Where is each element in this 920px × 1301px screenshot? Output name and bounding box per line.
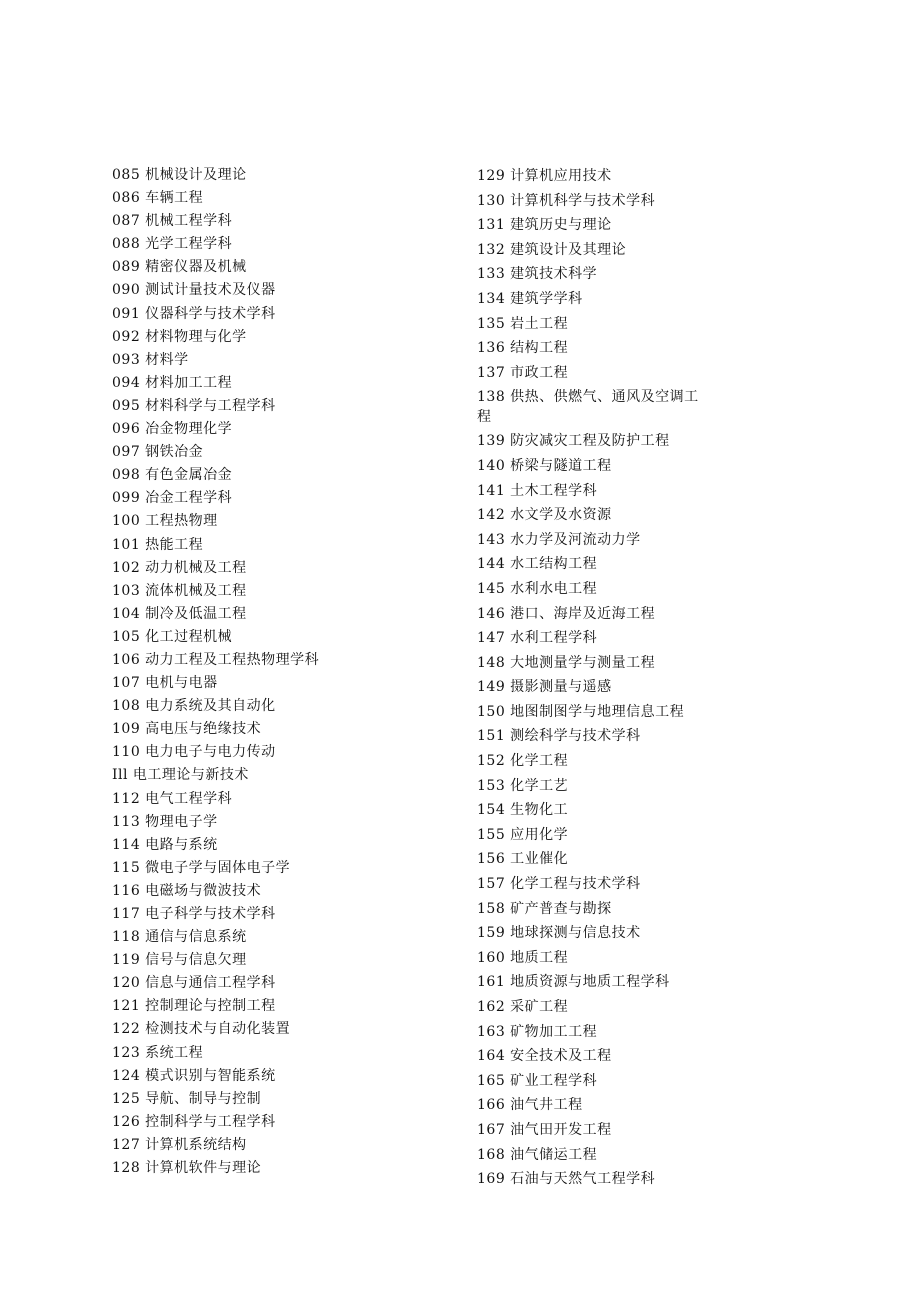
discipline-entry: 169 石油与天然气工程学科 [477,1171,656,1188]
discipline-entry: 163 矿物加工工程 [477,1023,598,1040]
discipline-entry: 153 化学工艺 [477,777,569,794]
discipline-entry: 116 电磁场与微波技术 [112,882,262,899]
discipline-entry: 118 通信与信息系统 [112,929,247,946]
right-discipline-list [477,164,707,1192]
discipline-entry: 114 电路与系统 [112,836,218,853]
discipline-entry: 141 土木工程学科 [477,482,598,499]
discipline-entry: 142 水文学及水资源 [477,507,612,524]
discipline-entry: 164 安全技术及工程 [477,1048,612,1065]
discipline-entry: 110 电力电子与电力传动 [112,744,276,761]
discipline-entry: 123 系统工程 [112,1044,204,1061]
discipline-entry: 138 供热、供燃气、通风及空调工程 [477,389,699,426]
discipline-entry: 117 电子科学与技术学科 [112,906,276,922]
discipline-entry: 087 机械工程学科 [112,213,233,230]
discipline-entry: 124 模式识别与智能系统 [112,1067,276,1084]
discipline-entry: 151 测绘科学与技术学科 [477,728,641,745]
discipline-entry: 147 水利工程学科 [477,630,598,647]
discipline-entry: 105 化工过程机械 [112,628,233,645]
discipline-entry: 088 光学工程学科 [112,236,233,253]
discipline-entry: 167 油气田开发工程 [477,1121,612,1138]
discipline-entry: 152 化学工程 [477,753,569,770]
discipline-entry: 144 水工结构工程 [477,556,598,573]
discipline-entry: 125 导航、制导与控制 [112,1090,262,1107]
discipline-entry: 157 化学工程与技术学科 [477,876,641,893]
discipline-entry: 156 工业催化 [477,851,569,868]
discipline-entry: 150 地图制图学与地理信息工程 [477,703,685,720]
discipline-entry: 143 水力学及河流动力学 [477,531,641,548]
discipline-entry: 158 矿产普查与勘探 [477,900,612,917]
discipline-entry: 101 热能工程 [112,536,204,553]
discipline-entry: 095 材料科学与工程学科 [112,397,276,414]
discipline-entry: 140 桥梁与隧道工程 [477,457,612,474]
discipline-entry: 086 车辆工程 [112,190,204,207]
discipline-entry: 122 检测技术与自动化装置 [112,1021,291,1038]
discipline-entry: 089 精密仪器及机械 [112,259,247,276]
discipline-entry: 094 材料加工工程 [112,374,233,391]
discipline-entry: 155 应用化学 [477,826,569,843]
discipline-entry: 098 有色金属冶金 [112,467,233,484]
discipline-entry: 154 生物化工 [477,802,569,819]
discipline-entry: 149 摄影测量与遥感 [477,679,612,696]
discipline-entry: 100 工程热物理 [112,513,218,530]
discipline-entry: 107 电机与电器 [112,675,218,692]
discipline-entry: 091 仪器科学与技术学科 [112,305,276,322]
discipline-entry: 135 岩土工程 [477,315,569,332]
discipline-entry: 165 矿业工程学科 [477,1072,598,1089]
discipline-entry: 108 电力系统及其自动化 [112,698,276,715]
discipline-entry: 119 信号与信息欠理 [112,952,247,969]
discipline-entry: 102 动力机械及工程 [112,559,247,576]
discipline-entry: 099 冶金工程学科 [112,490,233,507]
discipline-entry: 104 制冷及低温工程 [112,605,247,622]
discipline-entry: 168 油气储运工程 [477,1146,598,1163]
discipline-entry: 161 地质资源与地质工程学科 [477,974,670,991]
discipline-entry: 160 地质工程 [477,949,569,966]
discipline-entry: 115 微电子学与固体电子学 [112,859,291,876]
discipline-entry: 136 结构工程 [477,340,569,357]
discipline-entry: 162 采矿工程 [477,999,569,1015]
discipline-entry: 092 材料物理与化学 [112,328,247,345]
discipline-entry: 133 建筑技术科学 [477,266,598,283]
discipline-entry: 134 建筑学学科 [477,290,583,307]
discipline-entry: 097 钢铁冶金 [112,444,204,461]
discipline-entry: 146 港口、海岸及近海工程 [477,605,656,622]
discipline-entry: 130 计算机科学与技术学科 [477,192,656,209]
discipline-entry: 103 流体机械及工程 [112,582,247,599]
discipline-entry: 129 计算机应用技术 [477,168,612,184]
discipline-entry: 131 建筑历史与理论 [477,217,612,234]
discipline-entry: 148 大地测量学与测量工程 [477,654,656,671]
discipline-entry: 127 计算机系统结构 [112,1136,247,1153]
discipline-entry: 120 信息与通信工程学科 [112,975,276,992]
discipline-entry: 121 控制理论与控制工程 [112,998,276,1015]
discipline-entry: 159 地球探测与信息技术 [477,925,641,942]
discipline-entry: Ill 电工理论与新技术 [112,767,249,784]
discipline-entry: 166 油气井工程 [477,1097,583,1114]
discipline-entry: 106 动力工程及工程热物理学科 [112,651,320,668]
discipline-entry: 085 机械设计及理论 [112,167,247,183]
discipline-entry: 112 电气工程学科 [112,790,233,807]
discipline-entry: 109 高电压与绝缘技术 [112,721,262,738]
left-discipline-list [112,164,452,1180]
discipline-entry: 093 材料学 [112,351,189,368]
discipline-entry: 096 冶金物理化学 [112,421,233,438]
discipline-entry: 090 测试计量技术及仪器 [112,282,276,299]
discipline-entry: 113 物理电子学 [112,813,218,830]
discipline-entry: 145 水利水电工程 [477,580,598,597]
discipline-entry: 139 防灾减灾工程及防护工程 [477,433,670,450]
discipline-entry: 132 建筑设计及其理论 [477,241,627,258]
discipline-entry: 128 计算机软件与理论 [112,1160,262,1177]
discipline-entry: 126 控制科学与工程学科 [112,1113,276,1130]
discipline-entry: 137 市政工程 [477,364,569,381]
